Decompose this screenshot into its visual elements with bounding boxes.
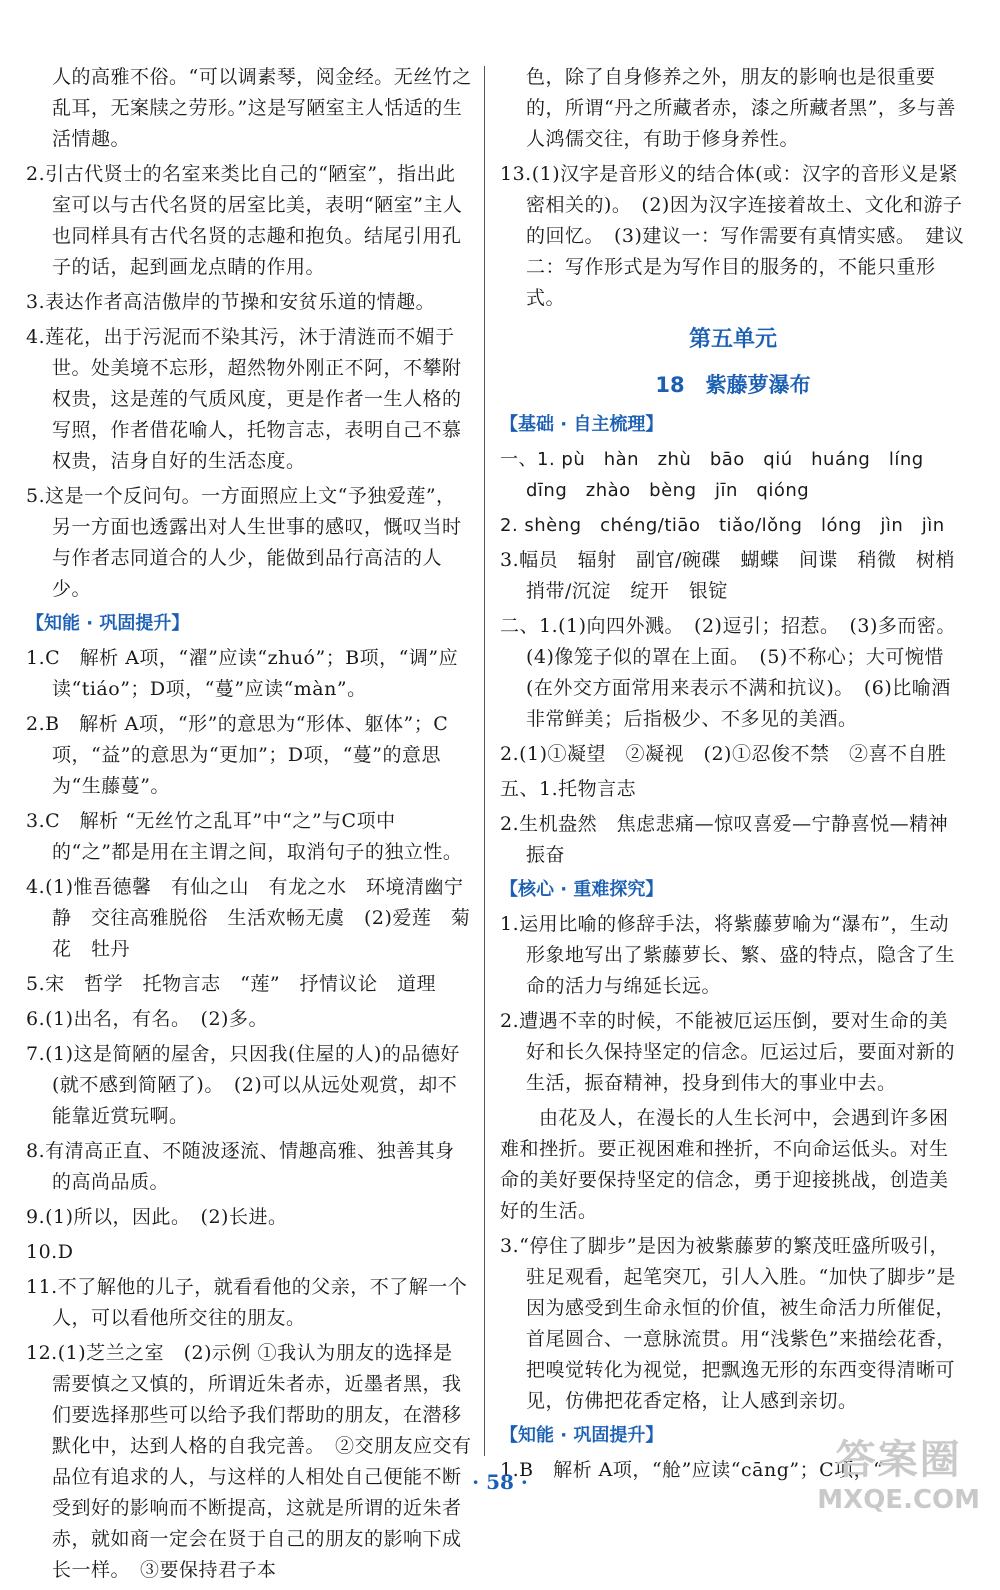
section-heading: 【知能 · 巩固提升】 xyxy=(26,613,190,634)
answer-item: 二、1.(1)向四外溅。 (2)逗引；招惹。 (3)多而密。 (4)像笼子似的罩在上面。 (5)不称心；大可惋惜(在外交方面常用来表示不满和抗议)。 (6)比喻酒非常鲜美；后指极少、不多见的美酒。 xyxy=(500,615,966,730)
lesson-title: 18 紫藤萝瀑布 xyxy=(655,373,811,397)
page-number: · 58 · xyxy=(472,1470,528,1494)
watermark-logo xyxy=(817,1428,980,1515)
right-column xyxy=(500,62,975,1490)
answer-item: 3.幅员 辐射 副官/碗碟 蝴蝶 间谍 稍微 树梢 捎带/沉淀 绽开 银锭 xyxy=(500,549,975,602)
answer-item: 9.(1)所以，因此。 (2)长进。 xyxy=(26,1206,288,1228)
answer-item: 由花及人，在漫长的人生长河中，会遇到许多困难和挫折。要正视困难和挫折，不向命运低头。对生命的美好要保持坚定的信念，勇于迎接挑战，创造美好的生活。 xyxy=(500,1107,949,1222)
answer-item: 2. shèng chéng/tiāo tiǎo/lǒng lóng jìn jìn xyxy=(500,515,945,536)
unit-title: 第五单元 xyxy=(688,327,777,352)
answer-item: 1.C 解析 A项，“濯”应读“zhuó”；B项，“调”应读“tiáo”；D项，“蔓”应读“màn”。 xyxy=(26,647,459,700)
answer-item: 一、1. pù hàn zhù bāo qiú huáng líng dīng zhào bèng jīn qióng xyxy=(500,449,930,501)
answer-item: 4.(1)惟吾德馨 有仙之山 有龙之水 环境清幽宁静 交往高雅脱俗 生活欢畅无虞 (2)爱莲 菊花 牡丹 xyxy=(26,876,471,960)
answer-item: 11.不了解他的儿子，就看看他的父亲，不了解一个人，可以看他所交往的朋友。 xyxy=(26,1276,468,1329)
answer-item: 1.B 解析 A项，“舱”应读“cāng”；C项，“ xyxy=(500,1459,884,1481)
answer-item: 五、1.托物言志 xyxy=(500,778,637,800)
answer-item: 2.B 解析 A项，“形”的意思为“形体、躯体”；C项，“益”的意思为“更加”；D项，“蔓”的意思为“生藤蔓”。 xyxy=(26,713,449,797)
watermark-url: MXQE.COM xyxy=(817,1485,980,1515)
answer-item: 8.有清高正直、不随波逐流、情趣高雅、独善其身的高尚品质。 xyxy=(26,1140,455,1193)
watermark-text: 答案圈 xyxy=(835,1437,962,1483)
answer-item: 色，除了自身修养之外，朋友的影响也是很重要的，所谓“丹之所藏者赤，漆之所藏者黑”，多与善人鸿儒交往，有助于修身养性。 xyxy=(526,66,956,150)
answer-item: 4.莲花，出于污泥而不染其污，沐于清涟而不媚于世。处美境不忘形，超然物外刚正不阿，不攀附权贵，这是莲的气质风度，更是作者一生人格的写照，作者借花喻人，托物言志，表明自己不慕权贵，洁身自好的生活态度。 xyxy=(26,326,462,472)
answer-item: 1.运用比喻的修辞手法，将紫藤萝喻为“瀑布”，生动形象地写出了紫藤萝长、繁、盛的特点，隐含了生命的活力与绵延长远。 xyxy=(500,913,956,997)
answer-item: 2.遭遇不幸的时候，不能被厄运压倒，要对生命的美好和长久保持坚定的信念。厄运过后，要面对新的生活，振奋精神，投身到伟大的事业中去。 xyxy=(500,1010,956,1094)
answer-item: 2.引古代贤士的名室来类比自己的“陋室”，指出此室可以与古代名贤的居室比美，表明“陋室”主人也同样具有古代名贤的志趣和抱负。结尾引用孔子的话，起到画龙点睛的作用。 xyxy=(26,163,463,278)
section-heading: 【知能 · 巩固提升】 xyxy=(500,1425,664,1446)
answer-item: 人的高雅不俗。“可以调素琴，阅金经。无丝竹之乱耳，无案牍之劳形。”这是写陋室主人恬适的生活情趣。 xyxy=(52,66,472,150)
answer-item: 2.生机盎然 焦虑悲痛—惊叹喜爱—宁静喜悦—精神振奋 xyxy=(500,813,949,866)
column-divider xyxy=(484,66,485,1456)
answer-item: 5.宋 哲学 托物言志 “莲” 抒情议论 道理 xyxy=(26,973,437,995)
answer-item: 13.(1)汉字是音形义的结合体(或：汉字的音形义是紧密相关的)。 (2)因为汉字连接着故土、文化和游子的回忆。 (3)建议一：写作需要有真情实感。 建议二：写作形式是为写作目的服务的，不能只重形式。 xyxy=(500,163,965,309)
section-heading: 【基础 · 自主梳理】 xyxy=(500,414,664,435)
answer-item: 12.(1)芝兰之室 (2)示例 ①我认为朋友的选择是需要慎之又慎的，所谓近朱者赤，近墨者黑，我们要选择那些可以给予我们帮助的朋友，在潜移默化中，达到人格的自我完善。 ②交朋友应交有品位有追求的人，与这样的人相处自己便能不断受到好的影响而不断提高，这就是所谓的近朱者赤，就如商一定会在贤于自己的朋友的影响下成长一样。 ③要保持君子本 xyxy=(26,1342,472,1581)
answer-item: 3.C 解析 “无丝竹之乱耳”中“之”与C项中的“之”都是用在主谓之间，取消句子的独立性。 xyxy=(26,810,463,863)
answer-item: 6.(1)出名，有名。 (2)多。 xyxy=(26,1008,268,1030)
answer-item: 3.表达作者高洁傲岸的节操和安贫乐道的情趣。 xyxy=(26,291,436,313)
answer-item: 2.(1)①凝望 ②凝视 (2)①忍俊不禁 ②喜不自胜 xyxy=(500,743,947,765)
left-column xyxy=(26,62,472,1590)
section-heading: 【核心 · 重难探究】 xyxy=(500,879,664,900)
answer-item: 5.这是一个反问句。一方面照应上文“予独爱莲”，另一方面也透露出对人生世事的感叹，慨叹当时与作者志同道合的人少，能做到品行高洁的人少。 xyxy=(26,485,462,600)
answer-item: 10.D xyxy=(26,1241,74,1263)
answer-item: 3.“停住了脚步”是因为被紫藤萝的繁茂旺盛所吸引，驻足观看，起笔突兀，引人入胜。“加快了脚步”是因为感受到生命永恒的价值，被生命活力所催促，首尾圆合、一意脉流贯。用“浅紫色”来描绘花香，把嗅觉转化为视觉，把飘逸无形的东西变得清晰可见，仿佛把花香定格，让人感到亲切。 xyxy=(500,1235,956,1412)
answer-item: 7.(1)这是简陋的屋舍，只因我(住屋的人)的品德好(就不感到简陋了)。 (2)可以从远处观赏，却不能靠近赏玩啊。 xyxy=(26,1043,460,1127)
